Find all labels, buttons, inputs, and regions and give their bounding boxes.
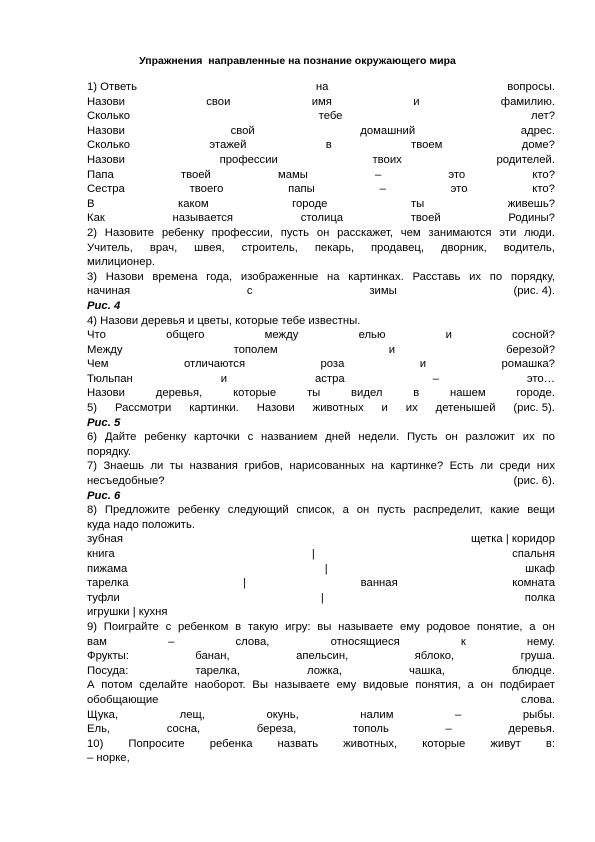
text-line — [87, 357, 555, 372]
word: роза — [320, 358, 345, 371]
word: среди — [499, 460, 531, 473]
text-line: 4) Назови деревья и цветы, которые тебе известны. — [87, 314, 361, 327]
word: тебе — [318, 110, 343, 123]
word: | — [324, 562, 328, 575]
word: в — [325, 139, 332, 152]
text-line — [87, 124, 555, 139]
word: окунь, — [266, 708, 299, 721]
word: вопросы. — [507, 81, 555, 93]
word: занимаются — [428, 226, 492, 239]
word: порядку, — [510, 270, 555, 283]
word: щетка | коридор — [470, 533, 555, 546]
word: пусть — [280, 226, 310, 239]
text-line — [87, 620, 555, 635]
word: Чем — [87, 358, 109, 371]
word: комната — [512, 577, 555, 590]
word: он — [316, 226, 330, 239]
text-line: игрушки | кухня — [87, 606, 168, 619]
word: он — [356, 504, 370, 517]
word: времена — [152, 270, 198, 283]
word: живут — [490, 737, 521, 750]
word: твоих — [372, 153, 402, 166]
text-line — [87, 737, 555, 752]
word: блюдце. — [511, 664, 555, 677]
word: деревья, — [155, 387, 203, 400]
word: ложка, — [307, 664, 343, 677]
word: следующий — [227, 504, 289, 517]
word: тополем — [233, 343, 278, 356]
word: слова. — [521, 693, 555, 706]
text-line — [87, 328, 555, 343]
word: обобщающие — [87, 693, 159, 706]
word: Назовите — [104, 226, 155, 239]
word: 8) — [87, 504, 98, 517]
word: них — [536, 460, 555, 473]
word: ты — [306, 387, 321, 400]
word: которые — [233, 387, 277, 400]
text-line — [87, 168, 555, 183]
word: твоей — [180, 168, 211, 181]
word: ему — [336, 679, 357, 692]
word: Тюльпан — [87, 372, 133, 385]
word: апельсин, — [296, 650, 349, 663]
word: банан, — [195, 650, 230, 663]
word: животных — [312, 402, 364, 415]
word: понятия, — [415, 679, 461, 692]
word: живешь? — [507, 197, 555, 210]
word: Назови — [256, 402, 295, 415]
word: список, — [296, 504, 335, 517]
word: животных, — [343, 737, 398, 750]
word: наоборот. — [194, 679, 246, 692]
word: к — [460, 635, 466, 648]
text-line — [87, 226, 555, 241]
text-line — [87, 241, 555, 256]
word: и — [381, 402, 388, 415]
word: которые — [422, 737, 466, 750]
word: и — [413, 95, 420, 108]
word: – — [379, 183, 386, 196]
word: вещи — [527, 504, 555, 517]
word: Назови — [105, 270, 144, 283]
word: доме? — [521, 139, 555, 152]
text-line — [87, 576, 555, 591]
text-line: порядку. — [87, 445, 131, 458]
word: видел — [351, 387, 383, 400]
word: строитель, — [241, 241, 298, 254]
word: пусть — [377, 504, 406, 517]
word: карточки — [194, 431, 240, 444]
word: продавец, — [370, 241, 425, 254]
text-line — [87, 430, 555, 445]
word: Знаешь — [103, 460, 145, 473]
word: а — [342, 504, 349, 517]
word: в — [413, 387, 420, 400]
word: отличаются — [184, 358, 246, 371]
word: твоем — [411, 139, 443, 152]
word: швея, — [194, 241, 225, 254]
text-line — [87, 562, 555, 577]
word: А — [87, 679, 95, 692]
word: относящиеся — [330, 635, 400, 648]
word: называется — [172, 212, 234, 225]
word: их — [405, 402, 418, 415]
word: несъедобные? — [87, 475, 165, 488]
text-line — [87, 503, 555, 518]
word: какие — [490, 504, 520, 517]
word: Фрукты: — [87, 650, 129, 663]
word: называете — [274, 679, 330, 692]
word: груша. — [520, 650, 555, 663]
word: фамилию. — [500, 95, 555, 108]
word: и — [419, 358, 427, 371]
word: пижама — [87, 562, 128, 575]
word: 7) — [87, 460, 98, 473]
word: на — [315, 81, 329, 93]
text-line — [87, 649, 555, 664]
word: картинки. — [189, 402, 239, 415]
word: названия — [189, 460, 238, 473]
word: он — [445, 431, 458, 444]
word: дней — [325, 431, 351, 444]
word: – — [445, 723, 452, 736]
word: Пусть — [407, 431, 438, 444]
word: подбирает — [499, 679, 555, 692]
word: их — [522, 431, 535, 444]
word: (рис. 4). — [513, 285, 555, 298]
word: такую — [247, 620, 279, 633]
word: Папа — [87, 168, 114, 181]
word: 9) — [87, 620, 98, 633]
text-line — [87, 95, 555, 110]
word: пекарь, — [314, 241, 354, 254]
word: а — [529, 620, 536, 633]
word: ромашка? — [501, 358, 555, 371]
word: разложит — [465, 431, 515, 444]
text-line — [87, 474, 555, 489]
text-line: куда надо положить. — [87, 518, 195, 531]
word: Дайте — [104, 431, 137, 444]
word: картинках. — [348, 270, 404, 283]
word: с — [246, 285, 253, 298]
text-line — [87, 401, 555, 416]
text-line — [87, 459, 555, 474]
text-line — [87, 182, 555, 197]
word: 2) — [87, 226, 98, 239]
word: Сколько — [87, 139, 131, 152]
word: зубная — [87, 533, 123, 546]
word: тарелка, — [195, 664, 241, 677]
word: Попросите — [128, 737, 185, 750]
word: вы — [317, 620, 332, 633]
word: он — [480, 679, 494, 692]
word: (рис. 6). — [513, 475, 555, 488]
word: 6) — [87, 431, 98, 444]
word: водитель, — [503, 241, 555, 254]
word: – — [168, 635, 175, 648]
word: вам — [87, 635, 107, 648]
word: между — [264, 329, 299, 342]
word: свой — [230, 124, 255, 137]
word: Предложите — [104, 504, 171, 517]
figure-caption: Рис. 5 — [87, 416, 121, 429]
word: лет? — [531, 110, 555, 123]
text-line — [87, 591, 555, 606]
text-line — [87, 211, 555, 226]
word: ли — [150, 460, 164, 473]
word: профессии — [219, 153, 278, 166]
text-line — [87, 547, 555, 562]
text-line — [87, 532, 555, 547]
word: ребенку — [161, 226, 204, 239]
word: домашний — [360, 124, 416, 137]
word: потом — [101, 679, 133, 692]
word: Назови — [87, 153, 125, 166]
document-title: Упражнения направленные на познание окружающего мира — [139, 55, 456, 67]
word: эти — [499, 226, 517, 239]
word: Есть — [449, 460, 474, 473]
word: с — [247, 431, 254, 444]
word: ребенку — [144, 431, 187, 444]
word: мамы — [277, 168, 308, 181]
word: общего — [166, 329, 205, 342]
word: Назови — [87, 95, 125, 108]
word: твоего — [189, 183, 224, 196]
word: зимы — [369, 285, 397, 298]
text-line — [87, 138, 555, 153]
word: в: — [545, 737, 555, 750]
word: городе. — [516, 387, 555, 400]
word: это — [448, 168, 466, 181]
word: городе — [292, 197, 328, 210]
text-line — [87, 284, 555, 299]
word: изображенные — [240, 270, 319, 283]
word: это — [450, 183, 468, 196]
word: свои — [206, 95, 231, 108]
word: Поиграйте — [103, 620, 159, 633]
text-line: – норке, — [87, 752, 130, 765]
word: кто? — [532, 168, 555, 181]
word: | — [320, 591, 324, 604]
text-line — [87, 109, 555, 124]
word: яблоко, — [414, 650, 455, 663]
word: имя — [311, 95, 332, 108]
word: слова, — [235, 635, 270, 648]
word: – — [432, 372, 439, 385]
word: сосна, — [166, 723, 201, 736]
figure-caption: Рис. 4 — [87, 299, 121, 312]
word: полка — [524, 591, 555, 604]
word: 5) — [87, 402, 98, 415]
word: чашка, — [409, 664, 445, 677]
text-line — [87, 708, 555, 723]
word: березой? — [506, 343, 555, 356]
word: нашем — [450, 387, 486, 400]
word: года, — [206, 270, 233, 283]
word: распределит, — [413, 504, 483, 517]
word: ты — [410, 197, 425, 210]
word: понятие, — [476, 620, 523, 633]
word: родителей. — [496, 153, 555, 166]
word: видовые — [363, 679, 409, 692]
word: каком — [178, 197, 209, 210]
text-line — [87, 270, 555, 285]
word: Что — [87, 329, 106, 342]
word: Как — [87, 212, 105, 225]
word: папы — [288, 183, 315, 196]
word: а — [467, 679, 474, 692]
word: недели. — [358, 431, 400, 444]
word: ребенку — [177, 504, 220, 517]
word: Ель, — [87, 723, 111, 736]
text-line — [87, 343, 555, 358]
word: в — [235, 620, 242, 633]
word: названием — [261, 431, 318, 444]
word: детенышей — [435, 402, 496, 415]
word: столица — [300, 212, 344, 225]
word: налим — [360, 708, 394, 721]
word: с — [165, 620, 172, 633]
word: – — [374, 168, 382, 181]
text-line — [87, 153, 555, 168]
word: и — [445, 329, 452, 342]
word: игру: — [285, 620, 311, 633]
word: Щука, — [87, 708, 119, 721]
text-line — [87, 635, 555, 650]
word: | — [243, 577, 247, 590]
text-line — [87, 678, 555, 693]
document-body — [87, 80, 555, 766]
word: профессии, — [211, 226, 273, 239]
word: Посуда: — [87, 664, 129, 677]
word: Между — [87, 343, 123, 356]
word: Родины? — [508, 212, 555, 225]
word: чем — [400, 226, 421, 239]
word: лещ, — [179, 708, 205, 721]
word: и — [220, 372, 228, 385]
word: туфли — [87, 591, 120, 604]
text-line — [87, 80, 555, 95]
word: 1) Ответь — [87, 81, 137, 93]
word: сосной? — [512, 329, 555, 342]
text-line — [87, 197, 555, 212]
word: нему. — [526, 635, 555, 648]
word: дворник, — [440, 241, 487, 254]
word: 3) — [87, 270, 98, 283]
word: называете — [338, 620, 394, 633]
word: В — [87, 197, 95, 210]
word: по — [489, 270, 503, 283]
word: люди. — [524, 226, 555, 239]
text-line — [87, 722, 555, 737]
text-line — [87, 664, 555, 679]
word: картинке? — [390, 460, 444, 473]
word: на — [327, 270, 340, 283]
word: ребенка — [209, 737, 253, 750]
word: 10) — [87, 737, 104, 750]
word: береза, — [256, 723, 297, 736]
word: (рис. 5). — [513, 402, 555, 415]
word: ему — [399, 620, 420, 633]
word: ты — [169, 460, 184, 473]
word: ребенком — [177, 620, 229, 633]
word: астра — [314, 372, 345, 385]
text-line — [87, 693, 555, 708]
word: спальня — [512, 548, 555, 560]
word: тарелка — [87, 577, 129, 590]
word: ванная — [360, 577, 398, 590]
word: | — [311, 548, 315, 560]
word: тополь — [352, 723, 389, 736]
word: на — [371, 460, 384, 473]
word: грибов, — [244, 460, 283, 473]
word: шкаф — [525, 562, 555, 575]
word: рыбы. — [522, 708, 555, 721]
word: деревья. — [508, 723, 555, 736]
word: кто? — [532, 183, 555, 196]
text-line: милиционер. — [87, 256, 155, 269]
word: Назови — [87, 124, 125, 137]
text-line — [87, 386, 555, 401]
word: родовое — [426, 620, 471, 633]
word: Назови — [87, 387, 125, 400]
word: твоей — [410, 212, 441, 225]
word: Вы — [252, 679, 268, 692]
word: это… — [526, 372, 555, 385]
word: назвать — [277, 737, 319, 750]
word: врач, — [149, 241, 178, 254]
word: ли — [480, 460, 494, 473]
word: он — [542, 620, 555, 633]
word: – — [455, 708, 462, 721]
word: Расставь — [412, 270, 461, 283]
word: расскажет, — [337, 226, 393, 239]
word: Сестра — [87, 183, 125, 196]
word: Рассмотри — [114, 402, 172, 415]
word: книга — [87, 548, 115, 560]
word: Сколько — [87, 110, 131, 123]
word: адрес. — [520, 124, 555, 137]
word: их — [469, 270, 482, 283]
word: и — [388, 343, 396, 356]
text-line — [87, 372, 555, 387]
word: елью — [358, 329, 386, 342]
word: этажей — [209, 139, 247, 152]
word: по — [542, 431, 555, 444]
word: Учитель, — [87, 241, 133, 254]
word: сделайте — [139, 679, 188, 692]
word: нарисованных — [289, 460, 365, 473]
figure-caption: Рис. 6 — [87, 489, 121, 502]
word: начиная — [87, 285, 131, 298]
